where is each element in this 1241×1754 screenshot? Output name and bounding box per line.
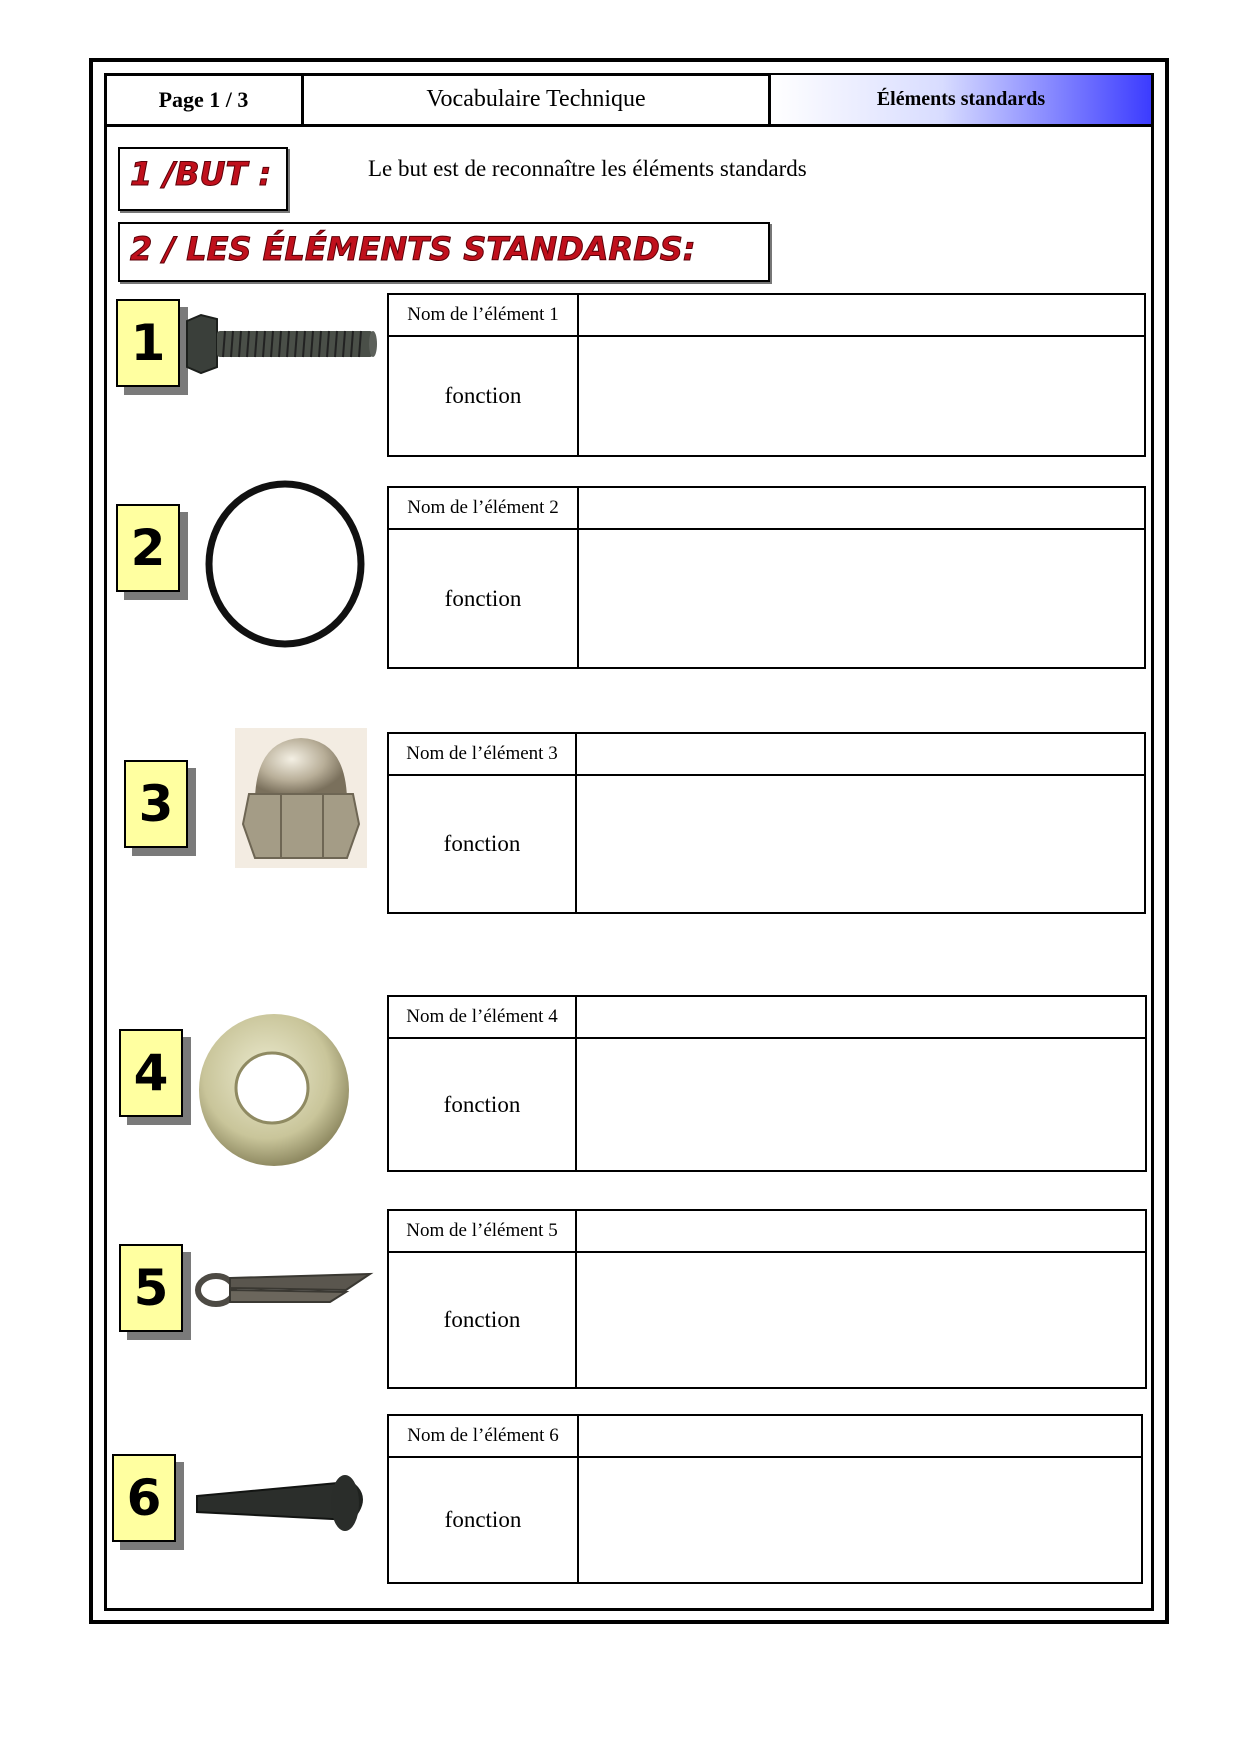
element-name-label: Nom de l’élément 3 [388,733,576,775]
header-title: Vocabulaire Technique [304,75,771,127]
element-name-field[interactable] [578,294,1145,336]
section-elements-box [118,222,770,282]
bolt-image [183,313,383,375]
element-table-2 [387,486,1146,669]
element-function-field[interactable] [576,775,1145,913]
element-name-field[interactable] [576,733,1145,775]
header-page-number: Page 1 / 3 [106,75,304,127]
element-name-label: Nom de l’élément 5 [388,1210,576,1252]
element-function-label: fonction [388,336,578,456]
element-name-label: Nom de l’élément 4 [388,996,576,1038]
element-table-3 [387,732,1146,914]
element-table-4 [387,995,1147,1172]
section-but-heading: 1 /BUT : [130,155,272,193]
element-table-5 [387,1209,1147,1389]
o-ring-image [205,480,365,648]
element-number-4: 4 [119,1029,183,1117]
element-number-1: 1 [116,299,180,387]
element-name-label: Nom de l’élément 1 [388,294,578,336]
element-name-field[interactable] [578,487,1145,529]
element-function-field[interactable] [576,1252,1146,1388]
element-number-3: 3 [124,760,188,848]
rivet-image [193,1468,381,1538]
header-tag: Éléments standards [771,75,1151,127]
element-function-field[interactable] [578,336,1145,456]
goal-text: Le but est de reconnaître les éléments standards [368,156,807,181]
element-number-5: 5 [119,1244,183,1332]
section-but-box [118,147,288,211]
section-elements-heading: 2 / LES ÉLÉMENTS STANDARDS: [130,230,696,268]
element-name-field[interactable] [576,1210,1146,1252]
element-function-field[interactable] [578,529,1145,668]
element-table-1 [387,293,1146,457]
element-name-field[interactable] [578,1415,1142,1457]
cap-nut-image [235,728,367,868]
element-function-label: fonction [388,529,578,668]
element-table-6 [387,1414,1143,1584]
washer-image [197,1012,351,1168]
element-function-field[interactable] [578,1457,1142,1583]
element-function-label: fonction [388,1457,578,1583]
cotter-pin-image [196,1268,372,1312]
element-function-field[interactable] [576,1038,1146,1171]
element-function-label: fonction [388,1252,576,1388]
element-name-field[interactable] [576,996,1146,1038]
element-function-label: fonction [388,775,576,913]
element-number-2: 2 [116,504,180,592]
element-name-label: Nom de l’élément 6 [388,1415,578,1457]
element-name-label: Nom de l’élément 2 [388,487,578,529]
element-number-6: 6 [112,1454,176,1542]
element-function-label: fonction [388,1038,576,1171]
